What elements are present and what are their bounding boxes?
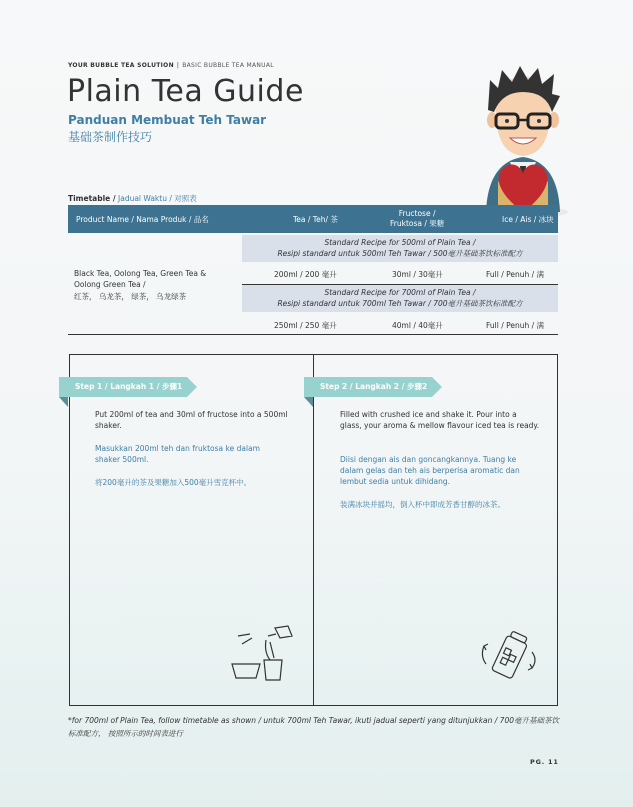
recipe-title: Resipi standard untuk 700ml Teh Tawar / 700毫升基础茶饮标准配方 <box>277 298 523 308</box>
column-header-fructose <box>390 209 444 229</box>
subtitle-chinese: 基础茶制作技巧 <box>68 130 153 144</box>
tea-amount: 250ml / 250 毫升 <box>274 321 337 330</box>
step-2-text-ms: Diisi dengan ais dan goncangkannya. Tuang ke dalam gelas dan teh ais berperisa aromatic dan lembut sedia untuk dihidang. <box>340 455 520 486</box>
recipe-title: Standard Recipe for 700ml of Plain Tea / <box>324 288 476 297</box>
steps-divider <box>313 354 314 706</box>
pitcher-spout <box>268 634 276 636</box>
mascot-illustration <box>468 62 578 222</box>
timetable-label-cn: / 对照表 <box>169 194 197 203</box>
product-line: 红茶， 乌龙茶， 绿茶， 乌龙绿茶 <box>74 291 187 301</box>
manual-name: BASIC BUBBLE TEA MANUAL <box>182 62 274 69</box>
table-header-row <box>68 205 558 233</box>
page-number: PG. 11 <box>530 758 559 766</box>
step-1-text-ms: Masukkan 200ml teh dan fruktosa ke dalam shaker 500ml. <box>95 444 260 464</box>
step-1-text-cn: 将200毫升的茶及果糖加入500毫升雪克杯中。 <box>95 478 252 487</box>
small-cup <box>232 664 260 678</box>
fructose-amount: 40ml / 40毫升 <box>392 321 443 330</box>
footnote: *for 700ml of Plain Tea, follow timetable as shown / untuk 700ml Teh Tawar, ikuti jadual seperti yang ditunjukkan / 700毫升基础茶饮标准配方， 按照所示的时间表进行 <box>68 716 560 739</box>
step-1-text-en: Put 200ml of tea and 30ml of fructose into a 500ml shaker. <box>95 410 288 430</box>
step-2-ribbon: Step 2 / Langkah 2 / 步骤2 <box>304 377 432 397</box>
recipe-700ml-band <box>242 285 558 312</box>
product-line: Black Tea, Oolong Tea, Green Tea & <box>74 269 207 278</box>
shake-arrow-left <box>482 644 488 664</box>
step-1-ribbon: Step 1 / Langkah 1 / 步骤1 <box>59 377 187 397</box>
timetable-label <box>68 193 197 204</box>
ice-amount: Full / Penuh / 满 <box>486 321 545 330</box>
product-line: Oolong Green Tea / <box>74 280 146 290</box>
timetable-label-en: Timetable / <box>68 194 116 203</box>
recipe-700ml-row <box>242 315 558 335</box>
ice-amount: Full / Penuh / 满 <box>486 270 545 279</box>
header-separator: | <box>176 62 180 69</box>
table-bottom-border <box>68 334 558 335</box>
recipe-500ml-row <box>242 264 558 284</box>
manual-header <box>68 62 274 69</box>
product-name-cell <box>74 268 239 302</box>
step-1-ribbon-fold <box>59 397 68 407</box>
pour-stream <box>266 640 275 660</box>
shaker-body <box>491 630 530 679</box>
shaker-cup <box>264 660 282 680</box>
pour-into-shaker-icon <box>230 620 300 686</box>
tea-amount: 200ml / 200 毫升 <box>274 270 337 279</box>
subtitle-malay: Panduan Membuat Teh Tawar <box>68 113 267 127</box>
brand-tagline: YOUR BUBBLE TEA SOLUTION <box>68 62 174 69</box>
step-2-text-cn: 装满冰块并摇均，倒入杯中即成芳香甘醇的冰茶。 <box>340 500 505 509</box>
column-header-fructose-line2: Fruktosa / 果糖 <box>390 218 445 228</box>
column-header-tea: Tea / Teh/ 茶 <box>293 215 338 224</box>
recipe-500ml-band <box>242 235 558 262</box>
recipe-title: Standard Recipe for 500ml of Plain Tea / <box>324 238 476 247</box>
eye-right <box>537 119 541 123</box>
eye-left <box>505 119 509 123</box>
pour-lines <box>238 634 252 644</box>
recipe-title: Resipi standard untuk 500ml Teh Tawar / 500毫升基础茶饮标准配方 <box>277 248 523 258</box>
page-title: Plain Tea Guide <box>67 74 304 109</box>
fructose-amount: 30ml / 30毫升 <box>392 270 443 279</box>
pitcher-cup <box>275 626 292 638</box>
shake-ice-icon <box>478 628 540 688</box>
shake-arrow-right <box>528 652 535 670</box>
column-header-fructose-line1: Fructose / <box>398 209 436 218</box>
column-header-product: Product Name / Nama Produk / 品名 <box>76 215 209 224</box>
step-2-text-en: Filled with crushed ice and shake it. Pour into a glass, your aroma & mellow flavour iced tea is ready. <box>340 410 540 430</box>
column-header-ice: Ice / Ais / 冰块 <box>502 215 554 224</box>
timetable-label-ms: Jadual Waktu <box>118 194 167 203</box>
